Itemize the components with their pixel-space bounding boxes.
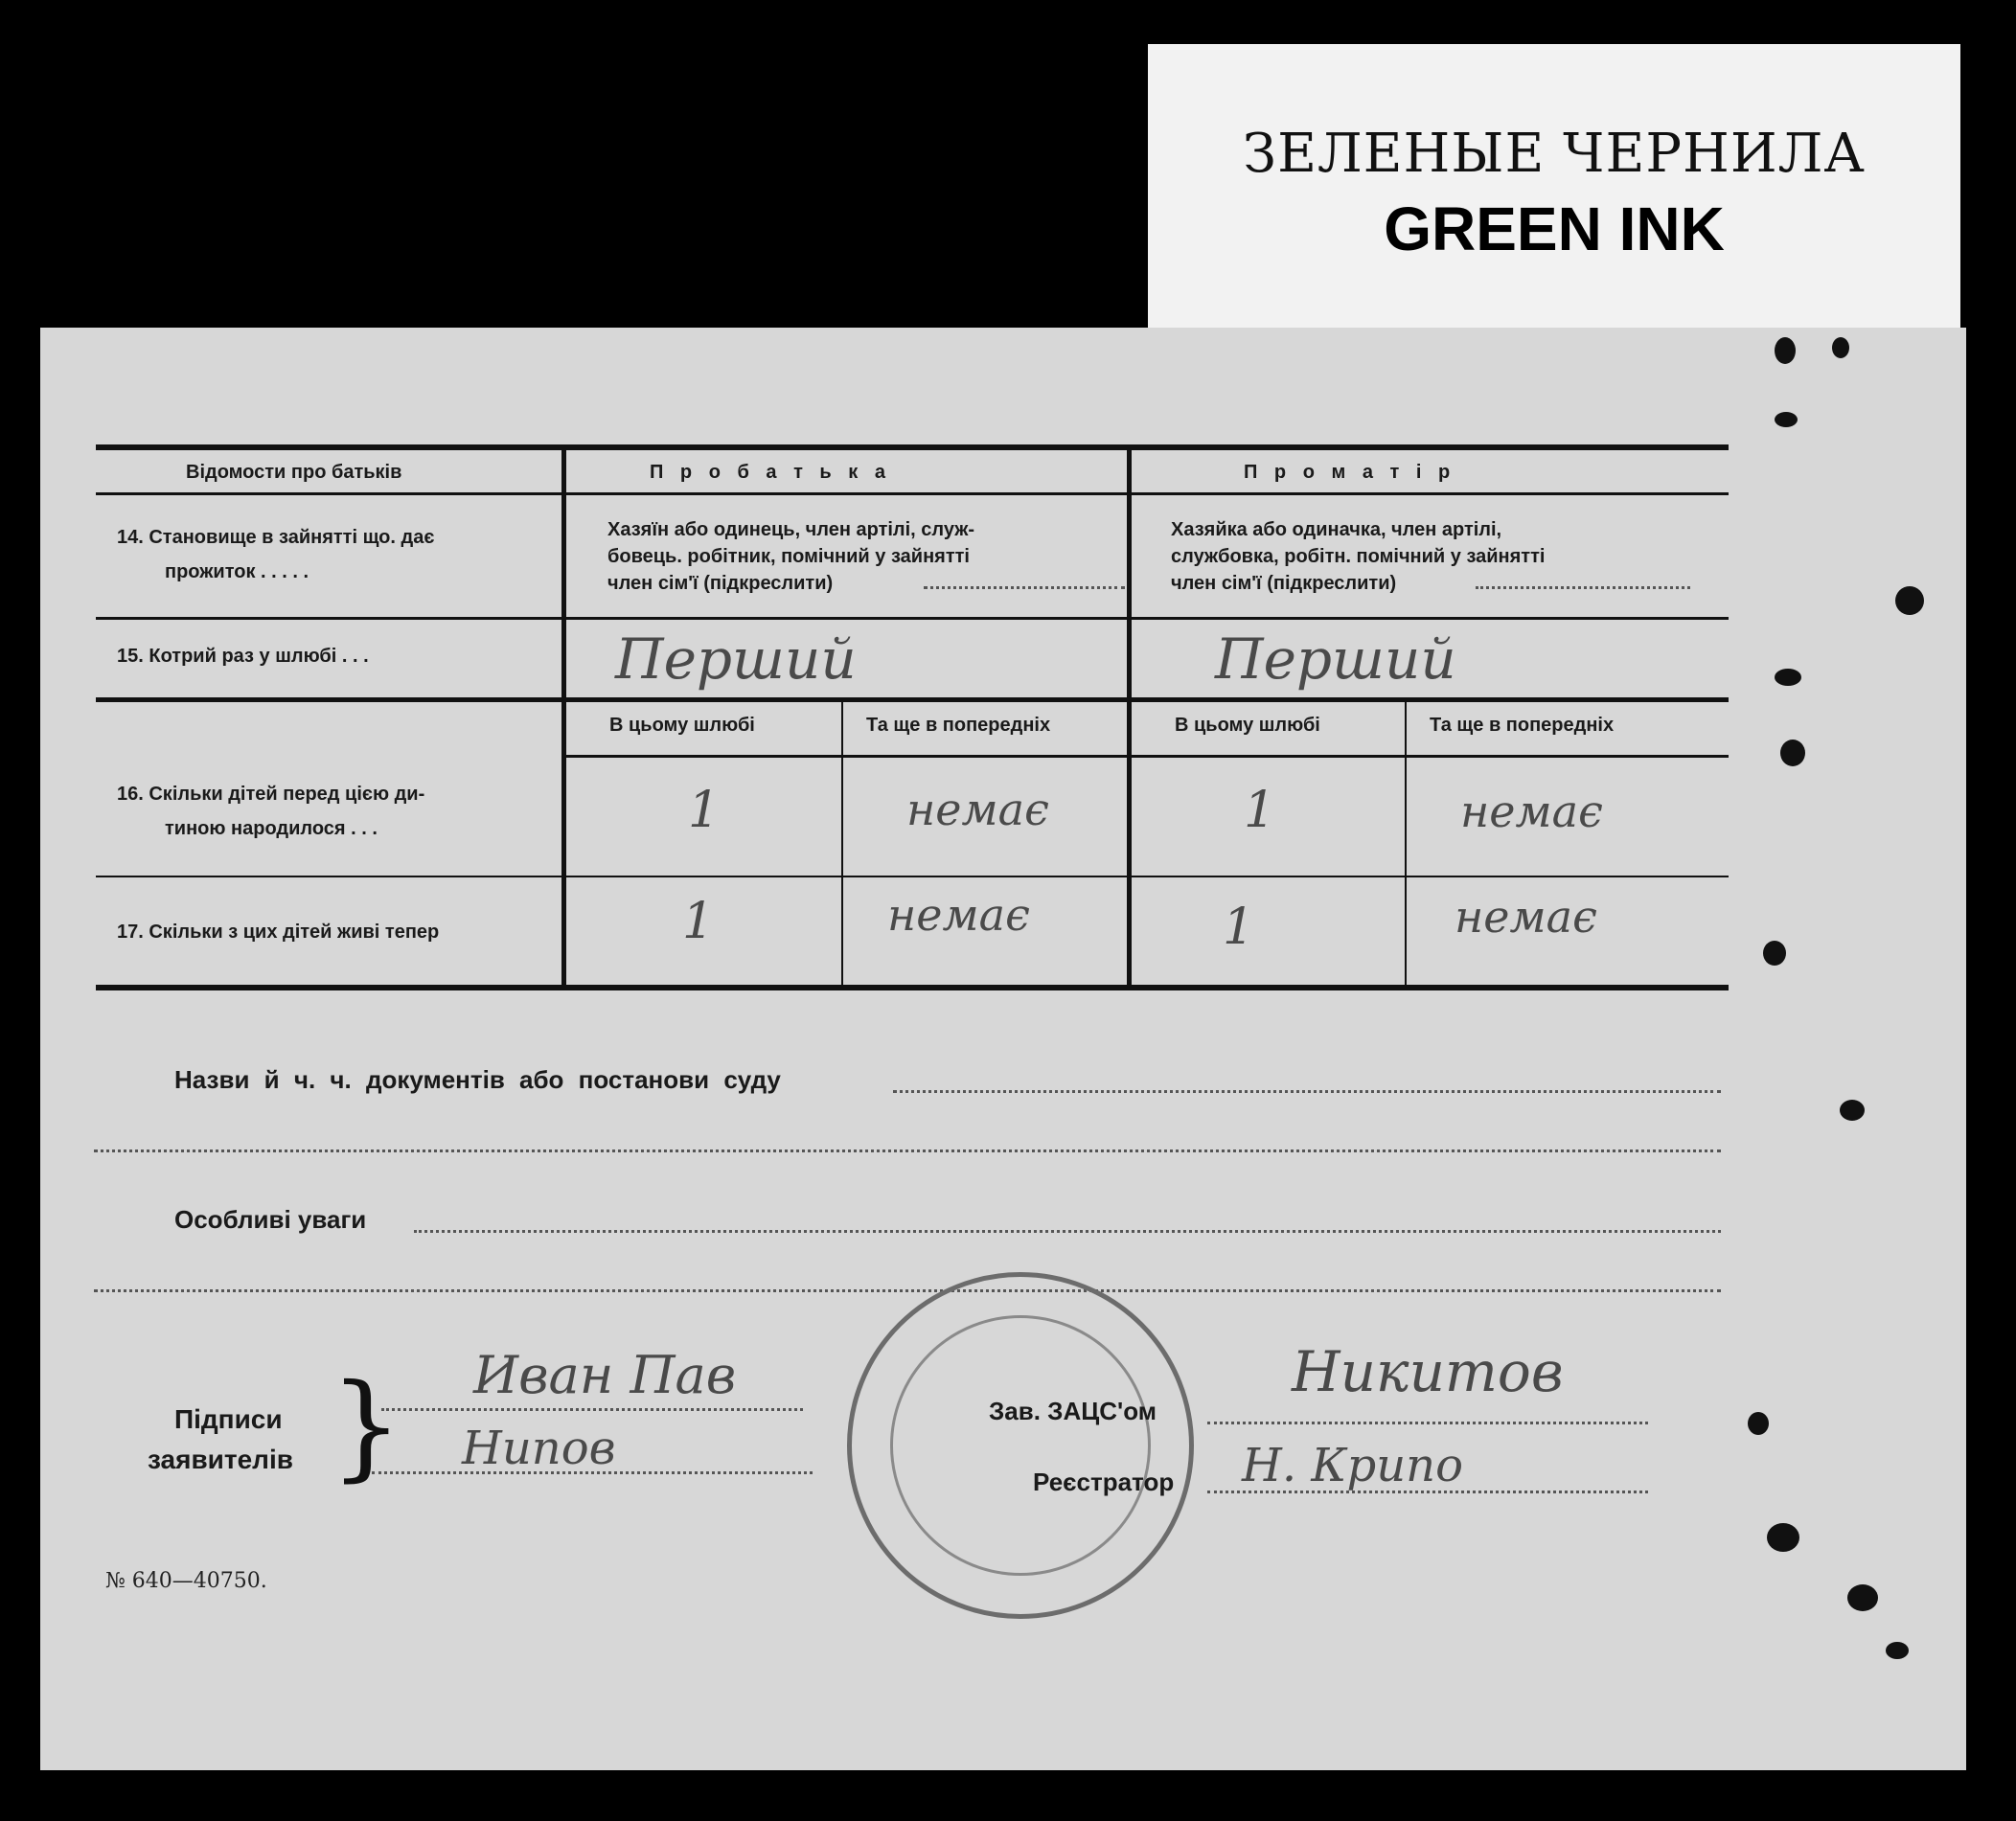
row16-father-previous-hand: немає (906, 784, 1049, 835)
remarks-label: Особливі уваги (174, 1205, 367, 1234)
col-divider-mother-sub (1405, 701, 1407, 987)
binding-hole-12 (1886, 1642, 1909, 1659)
row14-label-line1: 14. Становище в зайнятті що. дає (117, 527, 435, 548)
binding-hole-11 (1847, 1584, 1878, 1611)
row14-father-dots (924, 586, 1125, 589)
form-number: № 640—40750. (105, 1569, 267, 1593)
row15-father-handwriting: Перший (615, 626, 857, 692)
head-label: Зав. ЗАЦС'ом (989, 1397, 1157, 1425)
col-divider-2 (1127, 450, 1132, 987)
official-stamp-inner-ring (890, 1315, 1151, 1576)
row16-father-current-hand: 1 (688, 782, 721, 839)
binding-hole-3 (1775, 412, 1798, 427)
col-divider-1 (561, 450, 566, 987)
header-bottom-rule (96, 492, 1729, 495)
signatures-label-line2: заявителів (148, 1445, 293, 1474)
row14-mother-line3: член сім'ї (підкреслити) (1171, 573, 1397, 594)
row14-label-line2: прожиток . . . . . (165, 561, 309, 582)
row14-father-line1: Хазяїн або одинець, член артілі, служ- (607, 519, 975, 540)
row16-label-line2: тиною народилося . . . (165, 818, 378, 839)
registrar-label: Реєстратор (1033, 1468, 1175, 1496)
row15-label: 15. Котрий раз у шлюбі . . . (117, 646, 369, 667)
remarks-dots-1 (414, 1230, 1721, 1233)
green-ink-label-card (1148, 44, 1960, 331)
row15-bottom-rule (96, 697, 1729, 702)
row14-father-line2: бовець. робітник, помічний у зайнятті (607, 546, 970, 567)
binding-hole-6 (1780, 740, 1805, 766)
subheader-mother-current: В цьому шлюбі (1175, 715, 1320, 736)
row17-mother-previous-hand: немає (1455, 891, 1597, 943)
documents-dots-1 (893, 1090, 1721, 1093)
row15-mother-handwriting: Перший (1215, 626, 1456, 692)
signatures-brace: } (330, 1360, 403, 1493)
row17-father-current-hand: 1 (682, 893, 715, 950)
subheader-father-current: В цьому шлюбі (609, 715, 755, 736)
signature-line-1 (381, 1408, 803, 1411)
row17-label: 17. Скільки з цих дітей живі тепер (117, 922, 440, 943)
row14-mother-line1: Хазяйка або одиначка, член артілі, (1171, 519, 1502, 540)
subheader-bottom-rule (563, 755, 1729, 758)
label-russian-text: ЗЕЛЕНЫЕ ЧЕРНИЛА (1243, 123, 1866, 185)
signatures-label-line1: Підписи (174, 1404, 283, 1434)
row14-father-line3: член сім'ї (підкреслити) (607, 573, 834, 594)
binding-hole-5 (1775, 669, 1801, 686)
subheader-mother-previous: Та ще в попередніх (1430, 715, 1615, 736)
row16-mother-previous-hand: немає (1460, 785, 1603, 837)
header-section-title: Відомости про батьків (186, 462, 402, 483)
head-signature-line (1207, 1422, 1648, 1424)
head-signature: Никитов (1292, 1339, 1564, 1404)
row17-father-previous-hand: немає (887, 889, 1030, 941)
row16-mother-current-hand: 1 (1244, 782, 1276, 839)
official-stamp (847, 1272, 1194, 1619)
remarks-dots-2 (94, 1289, 1721, 1292)
applicant-signature-line1: Иван Пав (473, 1345, 737, 1405)
row16-bottom-rule (96, 876, 1729, 877)
row14-bottom-rule (96, 617, 1729, 620)
documents-label: Назви й ч. ч. документів або постанови суду (174, 1065, 781, 1094)
row17-mother-current-hand: 1 (1223, 899, 1255, 956)
row16-label-line1: 16. Скільки дітей перед цією ди- (117, 784, 425, 805)
documents-dots-2 (94, 1150, 1721, 1152)
subheader-father-previous: Та ще в попередніх (866, 715, 1051, 736)
binding-hole-2 (1832, 337, 1849, 358)
label-english-text: GREEN INK (1384, 194, 1725, 263)
binding-hole-7 (1763, 941, 1786, 966)
registrar-signature: Н. Крипо (1242, 1439, 1463, 1492)
col-divider-father-sub (841, 701, 843, 987)
binding-hole-4 (1895, 586, 1924, 615)
binding-hole-1 (1775, 337, 1796, 364)
document-sheet (40, 328, 1966, 1770)
table-bottom-rule (96, 985, 1729, 990)
binding-hole-9 (1748, 1412, 1769, 1435)
header-father: П р о б а т ь к а (650, 462, 891, 483)
binding-hole-10 (1767, 1523, 1799, 1552)
row14-mother-line2: службовка, робітн. помічний у зайнятті (1171, 546, 1546, 567)
binding-hole-8 (1840, 1100, 1865, 1121)
table-top-rule (96, 444, 1729, 450)
applicant-signature-line2: Нипов (462, 1422, 616, 1475)
row14-mother-dots (1476, 586, 1690, 589)
header-mother: П р о м а т і р (1244, 462, 1456, 483)
